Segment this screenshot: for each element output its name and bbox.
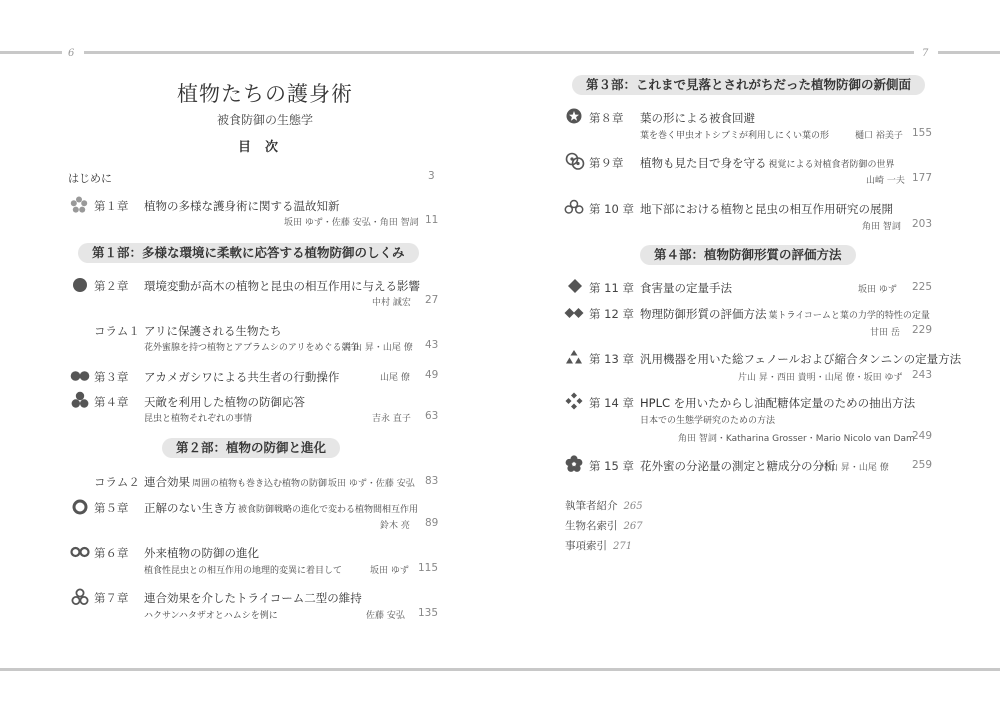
back-matter-page: 271 bbox=[613, 541, 633, 552]
ch5-title-text: 正解のない生き方 bbox=[144, 501, 236, 515]
column2-subtitle: 周囲の植物も巻き込む植物の防御 bbox=[192, 479, 328, 489]
ch3-title: アカメガシワによる共生者の行動操作 bbox=[144, 370, 340, 384]
ch15-number: 第 15 章 bbox=[589, 459, 634, 473]
double-diamond-icon bbox=[564, 304, 584, 322]
ch6-subtitle: 植食性昆虫との相互作用の地理的変異に着目して bbox=[144, 566, 343, 576]
ch3-number: 第３章 bbox=[94, 370, 129, 384]
column2-number: コラム２ bbox=[94, 475, 140, 489]
intro-label: はじめに bbox=[68, 172, 112, 185]
part2-heading: 第２部：植物の防御と進化 bbox=[162, 438, 340, 458]
ch13-title: 汎用機器を用いた総フェノールおよび縮合タンニンの定量方法 bbox=[640, 352, 962, 366]
ch12-number: 第 12 章 bbox=[589, 307, 634, 321]
diamond-icon bbox=[566, 277, 584, 295]
double-star-circle-icon bbox=[565, 152, 585, 170]
double-circle-icon bbox=[70, 367, 90, 385]
ch10-title: 地下部における植物と昆虫の相互作用研究の展開 bbox=[640, 202, 893, 216]
ch15-page: 259 bbox=[912, 459, 933, 471]
star-circle-icon bbox=[565, 107, 583, 125]
back-matter-item bbox=[565, 498, 643, 513]
part1-heading: 第１部：多様な環境に柔軟に応答する植物防御のしくみ bbox=[78, 243, 419, 263]
intro-page: 3 bbox=[428, 170, 435, 182]
ch4-title: 天敵を利用した植物の防御応答 bbox=[144, 395, 305, 409]
ch12-author: 甘田 岳 bbox=[870, 328, 900, 338]
back-matter-label: 執筆者紹介 bbox=[565, 500, 618, 512]
double-ring-icon bbox=[70, 543, 90, 561]
ch12-page: 229 bbox=[912, 324, 933, 336]
filled-circle-icon bbox=[71, 276, 89, 294]
ch5-number: 第５章 bbox=[94, 501, 129, 515]
top-rule-center bbox=[84, 51, 914, 54]
ch8-page: 155 bbox=[912, 127, 933, 139]
column2-title bbox=[144, 474, 327, 490]
ch3-author: 山尾 僚 bbox=[380, 373, 410, 383]
ch14-subtitle: 日本での生態学研究のための方法 bbox=[640, 416, 776, 426]
ch4-page: 63 bbox=[425, 410, 439, 422]
top-rule-right bbox=[938, 51, 1000, 54]
ch1-author: 坂田 ゆず・佐藤 安弘・角田 智詞 bbox=[284, 218, 419, 228]
ch12-title bbox=[640, 306, 930, 322]
book-title: 植物たちの護身術 bbox=[177, 82, 353, 106]
ch8-author: 樋口 裕美子 bbox=[855, 131, 903, 141]
page-number-left: 6 bbox=[68, 48, 75, 59]
column2-page: 83 bbox=[425, 475, 439, 487]
ch2-author: 中村 誠宏 bbox=[372, 298, 411, 308]
ch7-number: 第７章 bbox=[94, 591, 129, 605]
ring-icon bbox=[71, 498, 89, 516]
flower-icon bbox=[565, 455, 583, 473]
column2-author: 坂田 ゆず・佐藤 安弘 bbox=[328, 479, 415, 489]
ch15-author: 片山 昇・山尾 僚 bbox=[820, 463, 889, 473]
ch11-author: 坂田 ゆず bbox=[858, 285, 897, 295]
ch2-title: 環境変動が高木の植物と昆虫の相互作用に与える影響 bbox=[144, 279, 420, 293]
back-matter-item bbox=[565, 538, 632, 553]
ch10-page: 203 bbox=[912, 218, 933, 230]
ch4-subtitle: 昆虫と植物それぞれの事情 bbox=[144, 414, 253, 424]
triple-ring-icon bbox=[71, 588, 89, 606]
ch10-author: 角田 智詞 bbox=[862, 222, 901, 232]
ch12-title-text: 物理防御形質の評価方法 bbox=[640, 307, 767, 321]
ch14-title: HPLC を用いたからし油配糖体定量のための抽出方法 bbox=[640, 396, 916, 410]
ch11-number: 第 11 章 bbox=[589, 281, 634, 295]
ch7-title: 連合効果を介したトライコーム二型の維持 bbox=[144, 591, 362, 605]
back-matter-page: 265 bbox=[623, 501, 643, 512]
ch9-number: 第９章 bbox=[589, 156, 624, 170]
ch1-page: 11 bbox=[425, 214, 439, 226]
flower-cluster-icon bbox=[70, 196, 88, 214]
ch4-author: 吉永 直子 bbox=[372, 414, 411, 424]
ch12-subtitle: 葉トライコームと葉の力学的特性の定量 bbox=[768, 311, 930, 321]
part4-heading: 第４部：植物防御形質の評価方法 bbox=[640, 245, 856, 265]
ch10-number: 第 10 章 bbox=[589, 202, 634, 216]
ch7-author: 佐藤 安弘 bbox=[366, 611, 405, 621]
ch9-title bbox=[640, 155, 895, 171]
ch9-subtitle: 視覚による対植食者防御の世界 bbox=[768, 160, 895, 170]
ch6-title: 外来植物の防御の進化 bbox=[144, 546, 259, 560]
column1-author: 片山 昇・山尾 僚 bbox=[344, 343, 413, 353]
ch3-page: 49 bbox=[425, 369, 439, 381]
ch13-author: 片山 昇・西田 貴明・山尾 僚・坂田 ゆず bbox=[738, 373, 903, 383]
ch15-title: 花外蜜の分泌量の測定と糖成分の分析 bbox=[640, 459, 836, 473]
ch7-page: 135 bbox=[418, 607, 439, 619]
ch8-title: 葉の形による被食回避 bbox=[640, 111, 755, 125]
ch2-number: 第２章 bbox=[94, 279, 129, 293]
ch8-subtitle: 葉を巻く甲虫オトシブミが利用しにくい葉の形 bbox=[640, 131, 830, 141]
ch9-author: 山崎 一夫 bbox=[866, 176, 905, 186]
ch13-page: 243 bbox=[912, 369, 933, 381]
ch11-page: 225 bbox=[912, 281, 933, 293]
column1-number: コラム１ bbox=[94, 324, 140, 338]
ch1-number: 第１章 bbox=[94, 199, 129, 213]
column1-title: アリに保護される生物たち bbox=[144, 324, 282, 338]
ch6-page: 115 bbox=[418, 562, 439, 574]
back-matter-item bbox=[565, 518, 643, 533]
four-diamond-icon bbox=[565, 392, 583, 410]
ch5-title bbox=[144, 500, 418, 516]
ch7-subtitle: ハクサンハタザオとハムシを例に bbox=[144, 611, 278, 621]
column2-title-text: 連合効果 bbox=[144, 475, 190, 489]
back-matter-page: 267 bbox=[623, 521, 643, 532]
top-rule-left bbox=[0, 51, 62, 54]
ch4-number: 第４章 bbox=[94, 395, 129, 409]
ch1-title: 植物の多様な護身術に関する温故知新 bbox=[144, 199, 340, 213]
ch14-page: 249 bbox=[912, 430, 933, 442]
ch9-title-text: 植物も見た目で身を守る bbox=[640, 156, 767, 170]
ch6-author: 坂田 ゆず bbox=[370, 566, 409, 576]
part3-heading: 第３部：これまで見落とされがちだった植物防御の新側面 bbox=[572, 75, 925, 95]
column1-subtitle: 花外蜜腺を持つ植物とアブラムシのアリをめぐる競争 bbox=[144, 343, 360, 353]
ch5-author: 鈴木 亮 bbox=[380, 521, 410, 531]
triangle-dots-icon bbox=[565, 348, 583, 366]
back-matter-label: 生物名索引 bbox=[565, 520, 618, 532]
book-subtitle: 被食防御の生態学 bbox=[216, 113, 313, 127]
ch5-subtitle: 被食防御戦略の進化で変わる植物間相互作用 bbox=[238, 505, 419, 515]
ch2-page: 27 bbox=[425, 294, 439, 306]
triple-circle-icon bbox=[71, 391, 89, 409]
triple-ring-outline-icon bbox=[564, 198, 584, 216]
toc-heading: 目次 bbox=[237, 140, 292, 155]
ch14-author: 角田 智詞・Katharina Grosser・Mario Nicolo van Dam bbox=[678, 434, 915, 444]
back-matter-label: 事項索引 bbox=[565, 540, 607, 552]
ch9-page: 177 bbox=[912, 172, 933, 184]
ch5-page: 89 bbox=[425, 517, 439, 529]
page-number-right: 7 bbox=[922, 48, 929, 59]
bottom-rule bbox=[0, 668, 1000, 671]
ch6-number: 第６章 bbox=[94, 546, 129, 560]
ch8-number: 第８章 bbox=[589, 111, 624, 125]
ch13-number: 第 13 章 bbox=[589, 352, 634, 366]
column1-page: 43 bbox=[425, 339, 439, 351]
ch11-title: 食害量の定量手法 bbox=[640, 281, 732, 295]
ch14-number: 第 14 章 bbox=[589, 396, 634, 410]
